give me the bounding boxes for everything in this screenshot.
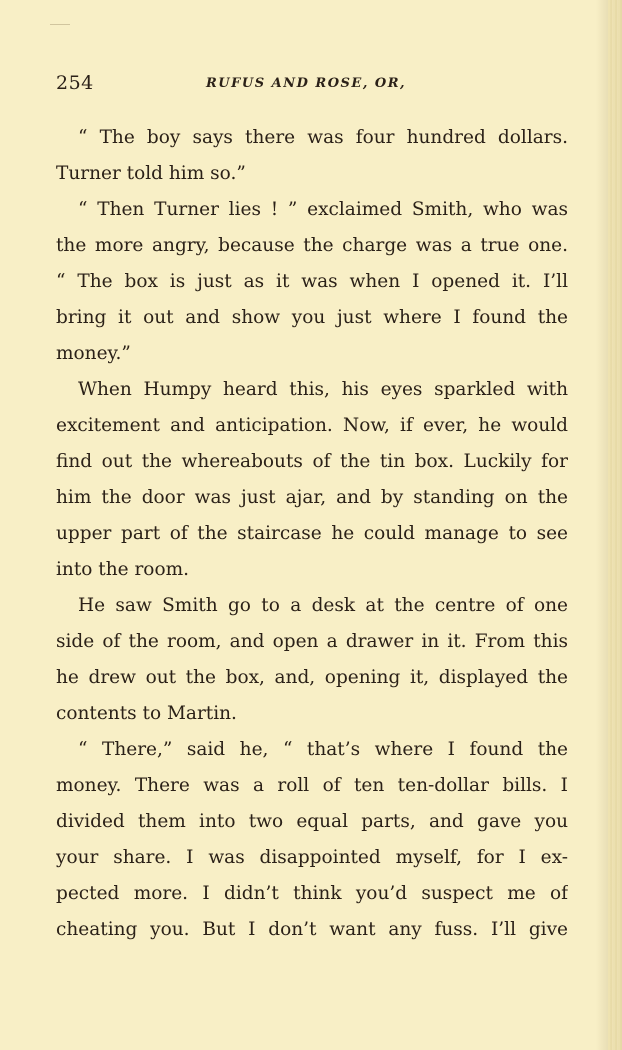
text-line: side of the room, and open a drawer in it. From this — [56, 631, 568, 652]
page-header — [56, 72, 568, 102]
text-line: your share. I was disappointed myself, for I ex- — [56, 847, 568, 868]
page-edge — [608, 0, 622, 1050]
text-line: the more angry, because the charge was a true one. — [56, 235, 568, 256]
text-line: money. There was a roll of ten ten-dollar bills. I — [56, 775, 568, 796]
text-line: into the room. — [56, 559, 190, 580]
text-line: upper part of the staircase he could manage to see — [56, 523, 568, 544]
text-line: He saw Smith go to a desk at the centre of one — [78, 595, 568, 616]
running-head: RUFUS AND ROSE, OR, — [206, 76, 407, 91]
page-mark — [50, 18, 70, 25]
text-line: “ There,” said he, “ that’s where I found the — [78, 739, 568, 760]
text-line: pected more. I didn’t think you’d suspect me of — [56, 883, 568, 904]
text-line: cheating you. But I don’t want any fuss. I’ll give — [56, 919, 568, 940]
text-line: “ The boy says there was four hundred dollars. — [78, 127, 568, 148]
page-number: 254 — [56, 72, 94, 94]
text-line: excitement and anticipation. Now, if ever, he would — [56, 415, 568, 436]
text-line: money.” — [56, 343, 131, 364]
text-line: Turner told him so.” — [56, 163, 246, 184]
text-line: “ The box is just as it was when I opened it. I’ll — [56, 271, 568, 292]
text-line: contents to Martin. — [56, 703, 237, 724]
text-line: he drew out the box, and, opening it, displayed the — [56, 667, 568, 688]
text-line: bring it out and show you just where I found the — [56, 307, 568, 328]
body-text — [56, 120, 568, 948]
text-line: When Humpy heard this, his eyes sparkled with — [78, 379, 568, 400]
text-line: him the door was just ajar, and by standing on the — [56, 487, 568, 508]
text-line: find out the whereabouts of the tin box. Luckily for — [56, 451, 568, 472]
text-line: “ Then Turner lies ! ” exclaimed Smith, who was — [78, 199, 568, 220]
text-line: divided them into two equal parts, and gave you — [56, 811, 568, 832]
